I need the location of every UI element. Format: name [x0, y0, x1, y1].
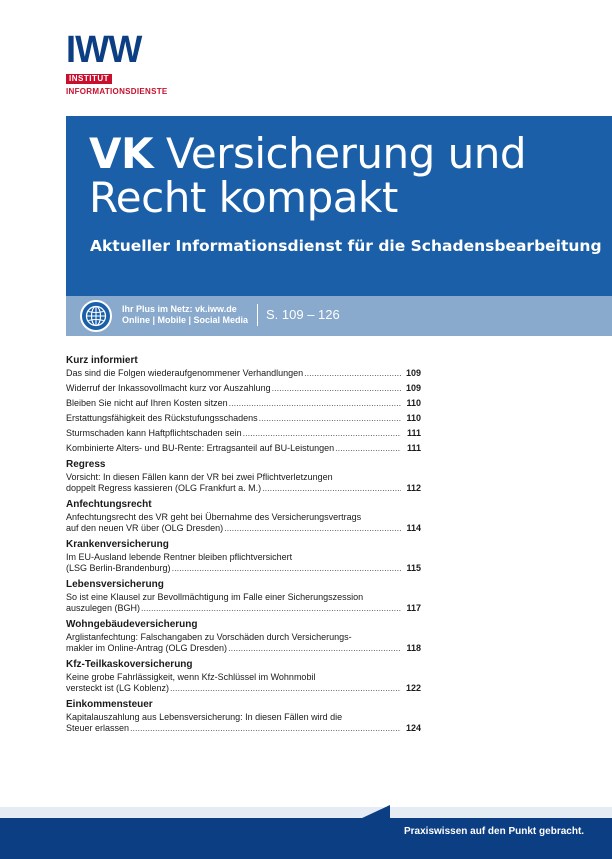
- toc-entry-line: [66, 428, 401, 439]
- toc-section-title: Regress: [66, 459, 106, 470]
- toc-entry-text: Keine grobe Fahrlässigkeit, wenn Kfz-Schlüssel im Wohnmobil: [66, 672, 316, 682]
- toc-page-number: 122: [405, 683, 421, 693]
- toc-page-number: 117: [406, 603, 421, 613]
- dot-leader: [304, 368, 401, 379]
- toc-entry-text: Widerruf der Inkassovollmacht kurz vor Auszahlung: [66, 383, 271, 393]
- bottom-bar: [0, 818, 612, 859]
- toc-entry[interactable]: [66, 413, 421, 424]
- toc-entry-line: [66, 383, 401, 394]
- toc-entry-text: Kombinierte Alters- und BU-Rente: Ertragsanteil auf BU-Leistungen: [66, 443, 335, 453]
- toc-entry-text: Erstattungsfähigkeit des Rückstufungsschadens: [66, 413, 258, 423]
- toc-section-title: Anfechtungsrecht: [66, 499, 152, 510]
- toc-entry-text: Kapitalauszahlung aus Lebensversicherung: In diesen Fällen wird die: [66, 712, 343, 722]
- logo-informationsdienste: INFORMATIONSDIENSTE: [66, 87, 168, 96]
- dot-leader: [272, 383, 401, 394]
- dot-leader: [259, 413, 401, 424]
- toc-entry[interactable]: [66, 472, 421, 494]
- toc-entry[interactable]: [66, 443, 421, 454]
- table-of-contents: [66, 354, 421, 738]
- dot-leader: [335, 443, 401, 454]
- toc-entry-line: [66, 368, 401, 379]
- toc-section: [66, 354, 421, 454]
- toc-entry-line: [66, 563, 401, 574]
- slogan: Praxiswissen auf den Punkt gebracht.: [404, 826, 585, 837]
- toc-section: [66, 698, 421, 734]
- online-plus-line-2: Online | Mobile | Social Media: [122, 315, 249, 325]
- globe-icon: [80, 300, 112, 332]
- online-plus-text: [122, 304, 248, 326]
- toc-entry-text: auszulegen (BGH): [66, 603, 141, 613]
- toc-page-number: 111: [406, 443, 421, 453]
- toc-entry-line: [66, 632, 401, 643]
- dot-leader: [170, 683, 401, 694]
- toc-section: [66, 538, 421, 574]
- toc-page-number: 124: [405, 723, 421, 733]
- page-range: S. 109 – 126: [266, 307, 340, 322]
- toc-entry-line: [66, 523, 401, 534]
- iww-logo: [66, 29, 198, 97]
- toc-entry-line: [66, 603, 401, 614]
- dot-leader: [130, 723, 401, 734]
- toc-section-title: Lebensversicherung: [66, 579, 164, 590]
- toc-section-title: Einkommensteuer: [66, 699, 153, 710]
- title-abbr: VK: [89, 129, 154, 178]
- toc-page-number: 110: [406, 413, 421, 423]
- toc-entry[interactable]: [66, 428, 421, 439]
- toc-page-number: 112: [406, 483, 421, 493]
- toc-entry-text: Anfechtungsrecht des VR geht bei Übernahme des Versicherungsvertrags: [66, 512, 362, 522]
- toc-entry[interactable]: [66, 383, 421, 394]
- toc-entry-text: Steuer erlassen: [66, 723, 130, 733]
- dot-leader: [229, 398, 401, 409]
- toc-page-number: 110: [406, 398, 421, 408]
- toc-entry[interactable]: [66, 552, 421, 574]
- toc-page-number: 115: [406, 563, 421, 573]
- toc-entry-text: Arglistanfechtung: Falschangaben zu Vorschäden durch Versicherungs-: [66, 632, 352, 642]
- online-plus-line-1: Ihr Plus im Netz: vk.iww.de: [122, 304, 237, 314]
- toc-entry-text: doppelt Regress kassieren (OLG Frankfurt a. M.): [66, 483, 262, 493]
- toc-entry[interactable]: [66, 672, 421, 694]
- toc-entry-line: [66, 443, 401, 454]
- toc-section-title: Kurz informiert: [66, 355, 138, 366]
- toc-entry-line: [66, 472, 401, 483]
- toc-page-number: 111: [406, 428, 421, 438]
- toc-entry[interactable]: [66, 398, 421, 409]
- toc-entry-line: [66, 672, 401, 683]
- logo-institut: INSTITUT: [66, 74, 112, 84]
- toc-entry[interactable]: [66, 368, 421, 379]
- title-line-2: Recht kompakt: [89, 173, 398, 222]
- toc-page-number: 109: [405, 368, 421, 378]
- toc-entry-line: [66, 712, 401, 723]
- logo-letters: IWW: [66, 29, 142, 71]
- title-box: [66, 116, 612, 296]
- toc-page-number: 118: [406, 643, 421, 653]
- toc-entry[interactable]: [66, 592, 421, 614]
- toc-entry-line: [66, 512, 401, 523]
- toc-entry-line: [66, 683, 401, 694]
- toc-entry-text: Bleiben Sie nicht auf Ihren Kosten sitzen: [66, 398, 228, 408]
- toc-entry-line: [66, 723, 401, 734]
- toc-page-number: 109: [405, 383, 421, 393]
- toc-entry-text: auf den neuen VR über (OLG Dresden): [66, 523, 224, 533]
- toc-entry[interactable]: [66, 632, 421, 654]
- bottom-bar-edge: [360, 805, 390, 819]
- subtitle: Aktueller Informationsdienst für die Schadensbearbeitung: [90, 237, 602, 255]
- toc-section: [66, 498, 421, 534]
- dot-leader: [224, 523, 401, 534]
- toc-entry-line: [66, 413, 401, 424]
- toc-entry-line: [66, 483, 401, 494]
- toc-entry-text: (LSG Berlin-Brandenburg): [66, 563, 171, 573]
- title-line-1: [89, 129, 527, 178]
- title-line-1-rest: Versicherung und: [165, 129, 527, 178]
- toc-section: [66, 458, 421, 494]
- info-band: [66, 296, 612, 336]
- toc-section: [66, 658, 421, 694]
- dot-leader: [228, 643, 401, 654]
- toc-entry-text: So ist eine Klausel zur Bevollmächtigung im Falle einer Sicherungszession: [66, 592, 364, 602]
- toc-entry-line: [66, 398, 401, 409]
- toc-entry-text: versteckt ist (LG Koblenz): [66, 683, 170, 693]
- dot-leader: [262, 483, 401, 494]
- toc-entry-text: makler im Online-Antrag (OLG Dresden): [66, 643, 228, 653]
- dot-leader: [243, 428, 401, 439]
- toc-entry-line: [66, 592, 401, 603]
- toc-section-title: Kfz-Teilkaskoversicherung: [66, 659, 193, 670]
- info-separator: [257, 304, 258, 326]
- toc-entry-line: [66, 643, 401, 654]
- toc-section: [66, 618, 421, 654]
- toc-entry-text: Im EU-Ausland lebende Rentner bleiben pflichtversichert: [66, 552, 293, 562]
- toc-section-title: Krankenversicherung: [66, 539, 169, 550]
- toc-entry[interactable]: [66, 712, 421, 734]
- toc-entry-text: Vorsicht: In diesen Fällen kann der VR bei zwei Pflichtverletzungen: [66, 472, 333, 482]
- dot-leader: [172, 563, 401, 574]
- toc-entry-text: Sturmschaden kann Haftpflichtschaden sein: [66, 428, 242, 438]
- dot-leader: [141, 603, 401, 614]
- toc-entry-line: [66, 552, 401, 563]
- toc-page-number: 114: [406, 523, 421, 533]
- toc-section-title: Wohngebäudeversicherung: [66, 619, 198, 630]
- toc-section: [66, 578, 421, 614]
- toc-entry-text: Das sind die Folgen wiederaufgenommener Verhandlungen: [66, 368, 304, 378]
- toc-entry[interactable]: [66, 512, 421, 534]
